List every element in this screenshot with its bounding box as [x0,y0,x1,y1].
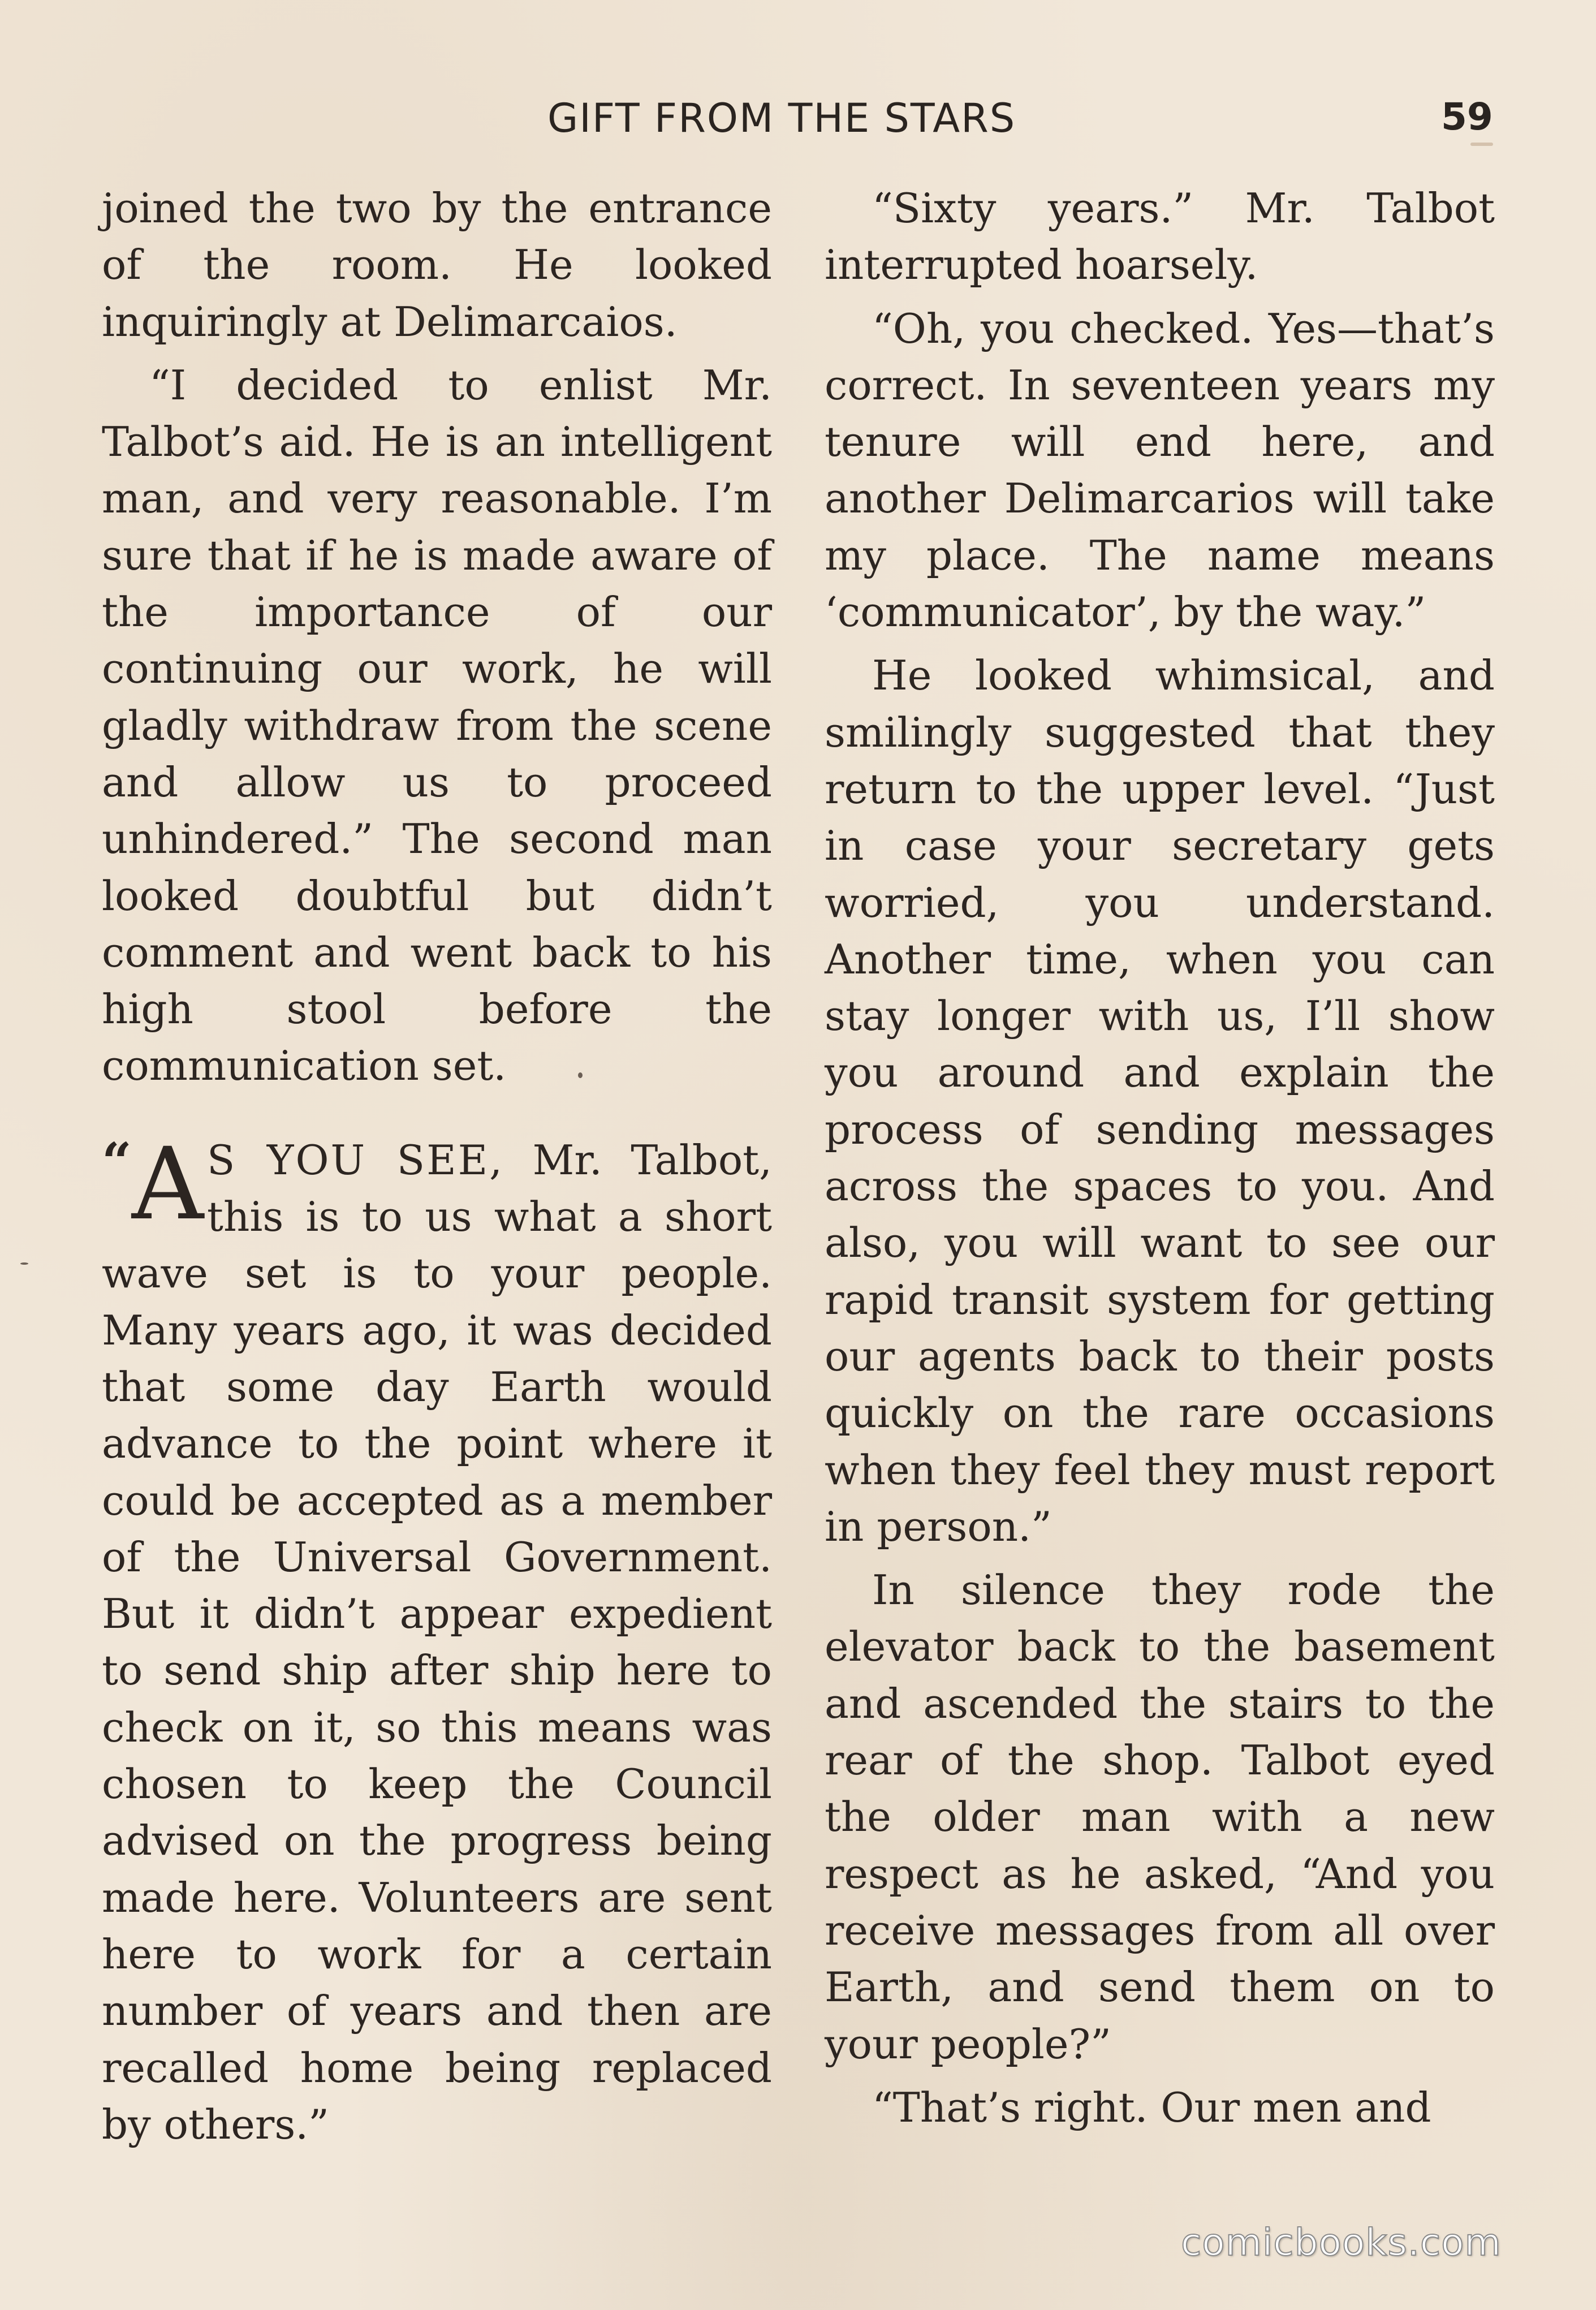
running-head [0,95,1596,157]
paper-speck [20,1262,28,1265]
lead-in-text: S YOU SEE, [207,1136,504,1184]
paragraph-text: Mr. Talbot, this is to us what a short wave set is to your people. Many years ago, it was decided that some day Earth would advance to the point where it could be accepted as a member of the Universal Government. But it didn’t appear expedient to send ship after ship here to check on it, so this means was chosen to keep the Council advised on the progress being made here. Volunteers are sent here to work for a certain number of years and then are recalled home being replaced by others.” [102,1136,772,2148]
left-column [102,180,772,2160]
paper-speck [578,1072,583,1078]
paragraph: “Oh, you checked. Yes—that’s correct. In seventeen years my tenure will end here, and another Delimarcarios will take my place. The name means ‘communicator’, by the way.” [825,304,1495,636]
paragraph: In silence they rode the elevator back to the basement and ascended the stairs to the rear of the shop. Talbot eyed the older man with a new respect as he asked, “And you receive messages from all over Earth, and send them on to your people?” [825,1566,1495,2068]
running-title: GIFT FROM THE STARS [547,95,1016,141]
paragraph: “Sixty years.” Mr. Talbot interrupted hoarsely. [825,184,1495,289]
drop-cap-quote: “ [102,1131,132,1192]
right-column [825,180,1495,2143]
paragraph: joined the two by the entrance of the room. He looked inquiringly at Delimarcaios. [102,184,772,346]
paragraph: “I decided to enlist Mr. Talbot’s aid. He is an intelligent man, and very reasonable. I’m sure that if he is made aware of the importance of our continuing our work, he will gladly withdraw from the scene and allow us to proceed unhindered.” The second man looked doubtful but didn’t comment and went back to his high stool before the communication set. [102,361,772,1090]
watermark-logo: comicbooks.com [1181,2221,1502,2264]
paragraph: He looked whimsical, and smilingly suggested that they return to the upper level. “Just in case your secretary gets worried, you understand. Another time, when you can stay longer with us, I’ll show you around and explain the process of sending messages across the spaces to you. And also, you will want to see our rapid transit system for getting our agents back to their posts quickly on the rare occasions when they feel they must report in person.” [825,652,1495,1550]
section-opening-paragraph [102,1126,772,2153]
paper-speck [1470,143,1493,146]
drop-cap-letter: A [131,1126,204,1242]
page-number: 59 [1441,95,1493,139]
paragraph: “That’s right. Our men and [872,2083,1431,2131]
drop-cap [102,1126,204,1242]
